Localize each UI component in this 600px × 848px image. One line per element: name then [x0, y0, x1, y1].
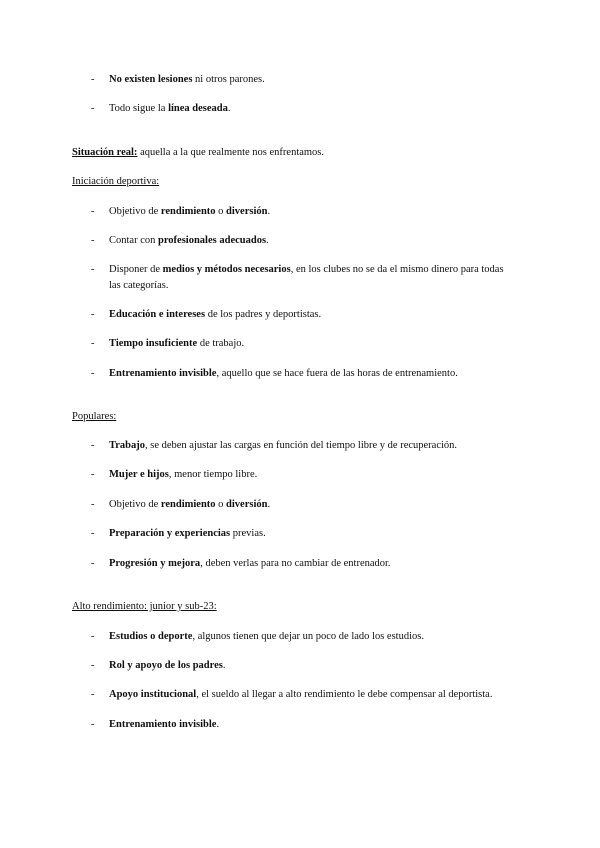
item-rest: .	[216, 719, 220, 730]
section-heading-iniciacion: Iniciación deportiva:	[72, 176, 160, 187]
item-pre: Objetivo de	[109, 499, 161, 510]
item-rest: de los padres y deportistas.	[205, 309, 322, 320]
item-rest: .	[266, 235, 269, 246]
item-rest: , deben verlas para no cambiar de entrenador.	[200, 558, 391, 569]
item-rest: previas.	[230, 528, 266, 539]
bullet: -	[91, 338, 95, 349]
bullet: -	[91, 558, 95, 569]
list-item-text	[109, 556, 539, 572]
item-rest: , se deben ajustar las cargas en función del tiempo libre y de recuperación.	[144, 440, 458, 451]
bold-term: No existen lesiones	[109, 74, 193, 85]
list-item-text	[109, 629, 539, 645]
bold-term: Entrenamiento invisible	[109, 368, 217, 379]
item-rest: .	[227, 103, 231, 114]
bold-term: Entrenamiento invisible	[109, 719, 217, 730]
item-pre: Objetivo de	[109, 206, 161, 217]
bold-term: Estudios o deporte	[109, 631, 193, 642]
list-item-text	[109, 526, 539, 542]
item-rest: , el sueldo al llegar a alto rendimiento le debe compensar al deportista.	[196, 689, 493, 700]
bullet: -	[91, 206, 95, 217]
bullet: -	[91, 719, 95, 730]
bullet: -	[91, 689, 95, 700]
bold-term: profesionales adecuados	[158, 235, 267, 246]
item-rest: , menor tiempo libre.	[168, 469, 258, 480]
bullet: -	[91, 528, 95, 539]
bold-term: Trabajo	[109, 440, 145, 451]
bullet: -	[91, 368, 95, 379]
bold-term: Mujer e hijos	[109, 469, 169, 480]
bullet: -	[91, 631, 95, 642]
bullet: -	[91, 264, 95, 275]
situacion-text: aquella a la que realmente nos enfrentamos.	[137, 147, 325, 158]
list-item-text	[109, 72, 539, 88]
list-item-text	[109, 366, 539, 382]
item-rest: , en los clubes no se da el mismo dinero para todas	[290, 264, 504, 275]
bold-term: medios y métodos necesarios	[162, 264, 291, 275]
list-item-text	[109, 101, 539, 117]
list-item-text	[109, 307, 539, 323]
item-pre: Todo sigue la	[109, 103, 169, 114]
bold-term: Progresión y mejora	[109, 558, 201, 569]
bold-term: diversión	[226, 499, 268, 510]
item-rest: ni otros parones.	[192, 74, 265, 85]
bullet: -	[91, 660, 95, 671]
situacion-label: Situación real:	[72, 147, 138, 158]
item-rest: .	[267, 206, 271, 217]
bullet: -	[91, 235, 95, 246]
item-rest: , algunos tienen que dejar un poco de lado los estudios.	[192, 631, 424, 642]
bold-term: rendimiento	[160, 206, 216, 217]
bold-term: Preparación y experiencias	[109, 528, 231, 539]
bullet: -	[91, 309, 95, 320]
item-pre: Disponer de	[109, 264, 163, 275]
list-item-text	[109, 687, 539, 703]
section-heading-populares: Populares:	[72, 411, 117, 422]
bullet: -	[91, 469, 95, 480]
bullet: -	[91, 440, 95, 451]
bold-term: diversión	[226, 206, 268, 217]
list-item-text	[109, 204, 539, 220]
item-mid: o	[215, 499, 227, 510]
item-continuation: las categorías.	[109, 280, 169, 292]
bullet: -	[91, 103, 95, 114]
list-item-text	[109, 717, 539, 733]
bold-term: Tiempo insuficiente	[109, 338, 198, 349]
list-item-text	[109, 262, 539, 295]
section-heading-alto-rendimiento: Alto rendimiento: junior y sub-23:	[72, 601, 217, 612]
item-rest: , aquello que se hace fuera de las horas de entrenamiento.	[216, 368, 458, 379]
situacion-real-paragraph	[72, 145, 552, 161]
bold-term: Educación e intereses	[109, 309, 206, 320]
item-pre: Contar con	[109, 235, 158, 246]
bold-term: rendimiento	[160, 499, 216, 510]
item-rest: de trabajo.	[197, 338, 245, 349]
list-item-text	[109, 336, 539, 352]
list-item-text	[109, 467, 539, 483]
list-item-text	[109, 233, 539, 249]
item-rest: .	[222, 660, 226, 671]
bold-term: Rol y apoyo de los padres	[109, 660, 223, 671]
list-item-text	[109, 497, 539, 513]
bold-term: línea deseada	[168, 103, 228, 114]
item-mid: o	[215, 206, 227, 217]
list-item-text	[109, 658, 539, 674]
bold-term: Apoyo institucional	[109, 689, 197, 700]
list-item-text	[109, 438, 539, 454]
item-rest: .	[267, 499, 271, 510]
bullet: -	[91, 499, 95, 510]
bullet: -	[91, 74, 95, 85]
